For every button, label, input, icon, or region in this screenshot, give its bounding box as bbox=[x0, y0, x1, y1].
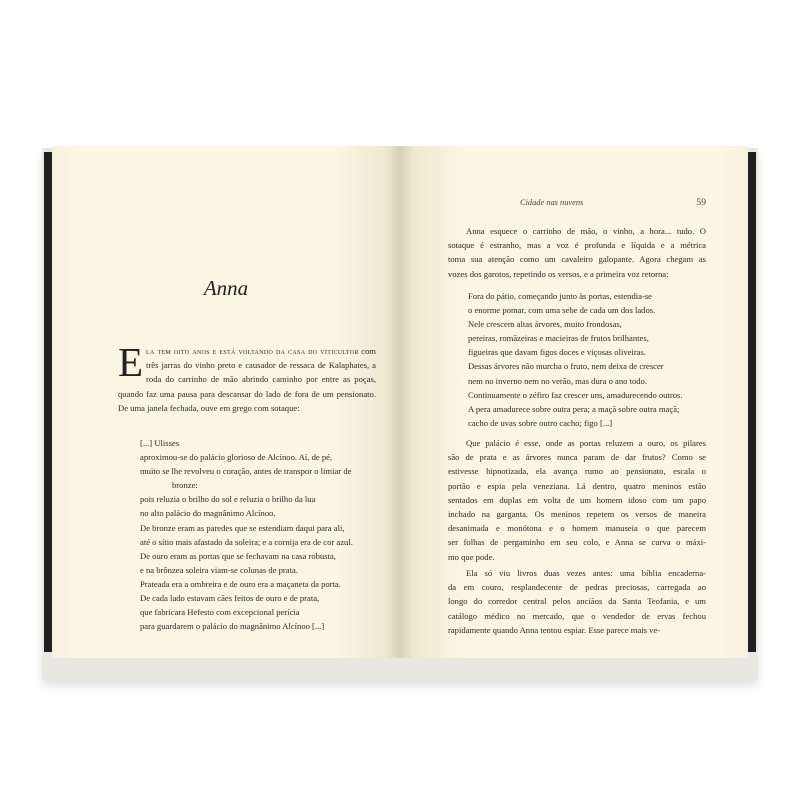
verse-line: no alto palácio do magnânimo Alcínoo. bbox=[140, 508, 276, 519]
verse-line: o enorme pomar, com uma sebe de cada um dos lados. bbox=[468, 305, 656, 316]
opening-text: com três jarras do vinho preto e causador de ressaca de Kalaphates, a roda do carrinho de mão abrindo caminho por entre as poças, quando faz uma pausa para descansar do lado de fora de um pensionato. De uma janela fechada, ouve em grego com sotaque: bbox=[118, 346, 376, 413]
verse-line: Fora do pátio, começando junto às portas, estendia-se bbox=[468, 291, 652, 301]
text-line: estivesse hipnotizada, ela avança rumo ao pensionato, escala o bbox=[448, 466, 706, 477]
verse-line: pois reluzia o brilho do sol e reluzia o brilho da lua bbox=[140, 494, 316, 505]
verse-line: A pera amadurece sobre outra pera; a maçã sobre outra maçã; bbox=[468, 403, 680, 414]
verse-line: bronze: bbox=[172, 480, 198, 491]
opening-paragraph bbox=[118, 339, 376, 415]
opening-smallcaps: la tem oito anos e está voltando da casa do viticultor bbox=[146, 346, 359, 356]
text-line: da em couro, resplandecente de pedras preciosas, carregada ao bbox=[448, 582, 706, 593]
text-line: portão e espia pela veneziana. Lá dentro, quatro meninos estão bbox=[448, 480, 706, 491]
text-line: ser folhas de pergaminho em seu colo, e Anna se curva o máxi- bbox=[448, 537, 706, 548]
verse-line: que fabricara Hefesto com excepcional perícia bbox=[140, 607, 300, 618]
text-line: longo do corredor central pelos anciãos da Santa Teofania, e um bbox=[448, 596, 706, 607]
right-verse-block bbox=[468, 289, 718, 430]
verse-line: Dessas árvores não murcha o fruto, nem deixa de crescer bbox=[468, 361, 664, 372]
text-line: mo que pode. bbox=[448, 551, 495, 562]
verse-line: [...] Ulisses bbox=[140, 438, 180, 448]
verse-line: cacho de uvas sobre outro cacho; figo [...] bbox=[468, 417, 613, 428]
verse-line: muito se lhe revolveu o coração, antes de transpor o limiar de bbox=[140, 466, 352, 477]
verse-line: De cada lado estavam cães feitos de ouro e de prata, bbox=[140, 593, 320, 604]
verse-line: para guardarem o palácio do magnânimo Alcínoo [...] bbox=[140, 621, 325, 632]
verse-line: e na brônzea soleira viam-se colunas de prata. bbox=[140, 564, 298, 575]
paragraph-2 bbox=[448, 436, 706, 564]
verse-line: De bronze eram as paredes que se estendiam daqui para ali, bbox=[140, 522, 345, 533]
page-number: 59 bbox=[696, 197, 706, 208]
verse-line: De ouro eram as portas que se fechavam na casa robusta, bbox=[140, 550, 336, 561]
text-line: são de prata e as árvores nunca param de dar frutos? Como se bbox=[448, 452, 706, 463]
left-verse-block bbox=[140, 436, 380, 633]
chapter-title: Anna bbox=[203, 276, 249, 300]
left-page bbox=[52, 146, 400, 658]
text-line: Ela só viu livros duas vezes antes: uma bíblia encaderna- bbox=[466, 568, 706, 578]
text-line: sotaque é estranho, mas a voz é profunda e líquida e a métrica bbox=[448, 240, 706, 251]
verse-line: figueiras que davam figos doces e viçosas oliveiras. bbox=[468, 347, 647, 358]
paragraph-1 bbox=[448, 224, 706, 281]
verse-line: Prateada era a ombreira e de ouro era a maçaneta da porta. bbox=[140, 578, 341, 589]
verse-line: pereiras, romãzeiras e macieiras de frutos brilhantes, bbox=[468, 333, 649, 344]
text-line: Que palácio é esse, onde as portas reluzem a ouro, os pilares bbox=[466, 438, 706, 448]
drop-cap: E bbox=[118, 339, 144, 385]
text-line: desanimada e monótona e o homem manuseia o que parecem bbox=[448, 523, 706, 534]
text-line: catálogo médico no mercado, que o vendedor de ervas fechou bbox=[448, 610, 706, 621]
open-book bbox=[38, 128, 762, 680]
paragraph-3 bbox=[448, 566, 706, 637]
text-line: sentados em duplas em volta de um homem idoso com um papo bbox=[448, 494, 706, 505]
text-line: inchado na garganta. Os meninos repetem os versos de maneira bbox=[448, 509, 706, 520]
right-page bbox=[400, 146, 748, 658]
text-line: toma sua atenção como um cavaleiro galopante. Agora chegam as bbox=[448, 254, 706, 265]
text-line: rapidamente quando Anna tentou espiar. Esse parece mais ve- bbox=[448, 624, 661, 635]
verse-line: Continuamente o zéfiro faz crescer uns, amadurecendo outros. bbox=[468, 389, 683, 400]
text-line: vozes dos garotos, repetindo os versos, e a primeira voz retorna: bbox=[448, 268, 669, 279]
verse-line: até o sítio mais afastado da soleira; e a cornija era de cor azul. bbox=[140, 536, 353, 547]
verse-line: Nele crescem altas árvores, muito frondosas, bbox=[468, 319, 622, 330]
verse-line: aproximou-se do palácio glorioso de Alcínoo. Aí, de pé, bbox=[140, 452, 333, 463]
text-line: Anna esquece o carrinho de mão, o vinho, a hora... tudo. O bbox=[466, 226, 706, 236]
verse-line: nem no inverno nem no verão, mas dura o ano todo. bbox=[468, 375, 647, 386]
running-head: Cidade nas nuvens bbox=[520, 198, 584, 207]
